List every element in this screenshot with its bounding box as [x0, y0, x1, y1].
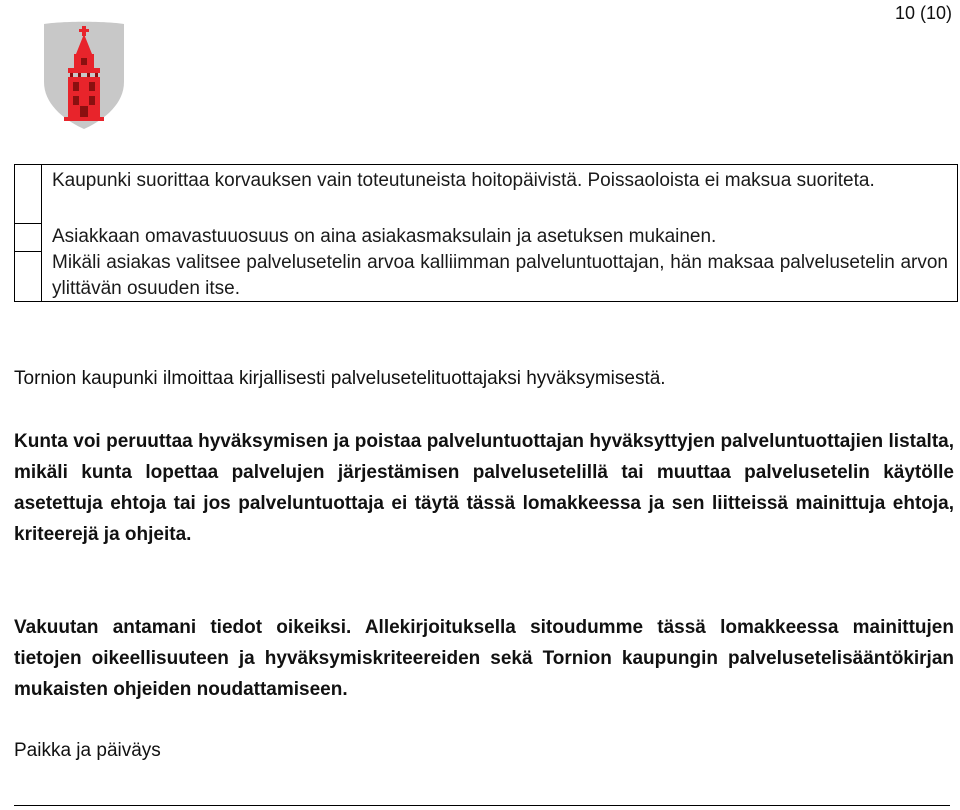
tower-door: [80, 106, 88, 117]
declaration-paragraph: Vakuutan antamani tiedot oikeiksi. Allekirjoituksella sitoudumme tässä lomakkeessa mainittujen tietojen oikeellisuuteen ja hyväksymiskriteereiden sekä Tornion kaupungin palvelusetelisääntökirjan mukaisten ohjeiden noudattamiseen.: [14, 617, 954, 700]
gallery-post: [87, 73, 90, 77]
tower-gallery: [68, 68, 100, 73]
conditions-row-absences: Kaupunki suorittaa korvauksen vain toteutuneista hoitopäivistä. Poissaoloista ei maksua suoriteta.: [52, 170, 875, 191]
signature-line[interactable]: [14, 805, 950, 806]
gallery-post: [95, 73, 98, 77]
conditions-row-voucher-excess: Mikäli asiakas valitsee palvelusetelin arvoa kalliimman palveluntuottajan, hän maksaa palvelusetelin arvon ylittävän osuuden itse.: [52, 252, 948, 299]
spire-crossbar: [79, 29, 89, 32]
table-row-divider: [15, 251, 42, 252]
place-date-label: Paikka ja päiväys: [14, 740, 161, 761]
conditions-row-client-fee: Asiakkaan omavastuuosuus on aina asiakasmaksulain ja asetuksen mukainen.: [52, 226, 717, 247]
tower-upper-window: [81, 58, 87, 65]
gallery-post: [70, 73, 73, 77]
approval-notice: Tornion kaupunki ilmoittaa kirjallisesti palvelusetelituottajaksi hyväksymisestä.: [14, 368, 666, 389]
tornio-coat-of-arms-icon: [38, 20, 130, 132]
table-row-divider: [15, 223, 42, 224]
gallery-post: [78, 73, 81, 77]
tower-window: [73, 82, 79, 91]
tower-window: [89, 82, 95, 91]
tower-window: [73, 96, 79, 105]
tower-base: [64, 117, 104, 121]
page-number: 10 (10): [894, 3, 952, 23]
coat-of-arms-graphic: [38, 20, 130, 132]
tower-window: [89, 96, 95, 105]
table-column-divider: [41, 165, 42, 301]
revocation-paragraph: Kunta voi peruuttaa hyväksymisen ja poistaa palveluntuottajan hyväksyttyjen palveluntuottajien listalta, mikäli kunta lopettaa palvelujen järjestämisen palvelusetelillä tai muuttaa palvelusetelin käytölle asetettuja ehtoja tai jos palveluntuottaja ei täytä tässä lomakkeessa ja sen liitteissä mainittuja ehtoja, kriteerejä ja ohjeita.: [14, 431, 954, 545]
